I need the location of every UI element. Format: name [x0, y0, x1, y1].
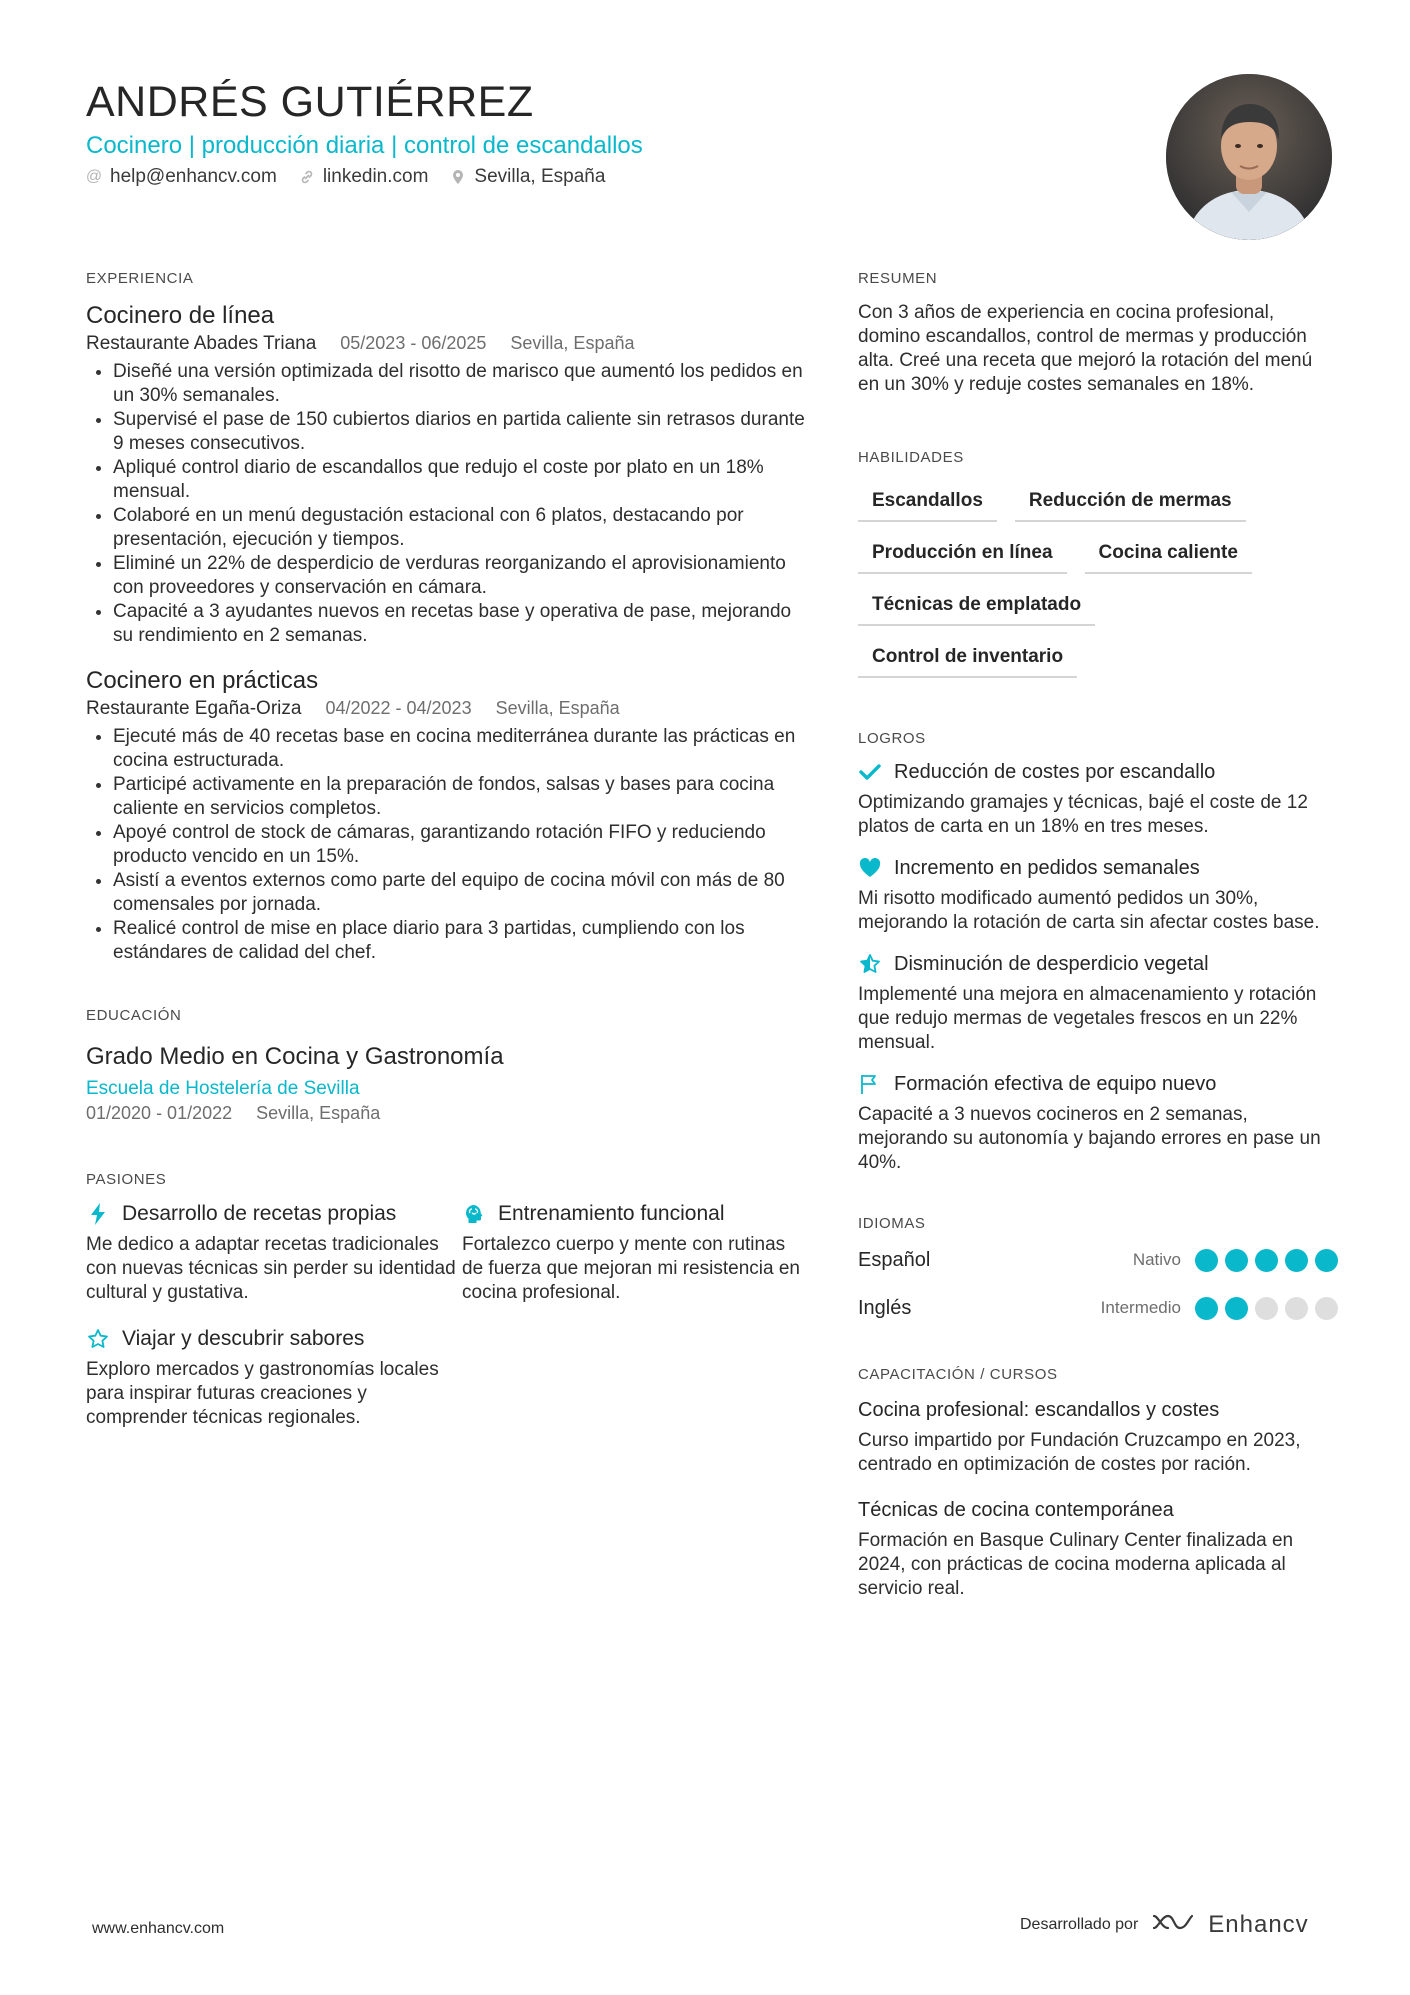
- passion-desc: Me dedico a adaptar recetas tradicionales con nuevas técnicas sin perder su identidad cultural y gustativa.: [86, 1234, 456, 1303]
- profile-photo: [1166, 74, 1332, 240]
- achievement-head: [858, 759, 1338, 785]
- skill-tag: Técnicas de emplatado: [858, 586, 1095, 626]
- passion-desc: Fortalezco cuerpo y mente con rutinas de fuerza que mejoran mi resistencia en cocina profesional.: [462, 1234, 800, 1303]
- rating-dot-empty: [1255, 1297, 1278, 1320]
- passion-title: Desarrollo de recetas propias: [122, 1202, 397, 1225]
- job-bullet: Apliqué control diario de escandallos que redujo el coste por plato en un 18% mensual.: [86, 456, 806, 504]
- footer-brand-name: Enhancv: [1208, 1910, 1309, 1938]
- education-meta: [86, 1101, 806, 1125]
- job-bullet: Capacité a 3 ayudantes nuevos en recetas base y operativa de pase, mejorando su rendimiento en 2 semanas.: [86, 600, 806, 648]
- language-name: Español: [858, 1248, 931, 1271]
- flag-icon: [858, 1072, 882, 1096]
- half-star-icon: [858, 952, 882, 976]
- language-level: Intermedio: [1100, 1298, 1181, 1317]
- heart-icon: [858, 856, 882, 880]
- course-desc: Curso impartido por Fundación Cruzcampo en 2023, centrado en optimización de costes por ración.: [858, 1430, 1301, 1475]
- education-dates: 01/2020 - 01/2022: [86, 1103, 233, 1123]
- job-bullet: Realicé control de mise en place diario para 3 partidas, cumpliendo con los estándares de calidad del chef.: [86, 917, 806, 965]
- job-dates: 05/2023 - 06/2025: [340, 333, 487, 353]
- job-company: Restaurante Egaña-Oriza: [86, 698, 302, 719]
- skill-tag: Reducción de mermas: [1015, 482, 1246, 522]
- rating-dot-empty: [1315, 1297, 1338, 1320]
- achievement-desc: Implementé una mejora en almacenamiento y rotación que redujo mermas de vegetales frescos en un 22% mensual.: [858, 984, 1317, 1053]
- job-bullet: Ejecuté más de 40 recetas base en cocina mediterránea durante las prácticas en cocina estructurada.: [86, 725, 806, 773]
- skill-tag: Producción en línea: [858, 534, 1067, 574]
- passions-grid: [86, 1200, 806, 1450]
- passion-item: [86, 1200, 462, 1305]
- courses-section-title: CAPACITACIÓN / CURSOS: [858, 1366, 1058, 1383]
- achievement-item: [858, 1071, 1338, 1175]
- achievement-item: [858, 855, 1338, 935]
- job-bullet: Supervisé el pase de 150 cubiertos diarios en partida caliente sin retrasos durante 9 meses consecutivos.: [86, 408, 806, 456]
- languages-section-title: IDIOMAS: [858, 1215, 926, 1232]
- rating-dot-filled: [1195, 1249, 1218, 1272]
- achievement-desc: Mi risotto modificado aumentó pedidos un 30%, mejorando la rotación de carta sin afectar costes base.: [858, 888, 1320, 933]
- skills-list: [858, 482, 1338, 690]
- language-item: [858, 1236, 1338, 1284]
- experience-section-title: EXPERIENCIA: [86, 270, 194, 287]
- language-rating: [1195, 1249, 1338, 1272]
- education-degree: Grado Medio en Cocina y Gastronomía: [86, 1043, 504, 1070]
- language-item: [858, 1284, 1338, 1332]
- candidate-headline: Cocinero | producción diaria | control de escandallos: [86, 132, 643, 159]
- passion-head: [86, 1325, 462, 1353]
- job-bullets: [86, 360, 806, 648]
- job-entry: [86, 301, 806, 648]
- rating-dot-filled: [1315, 1249, 1338, 1272]
- passion-title: Entrenamiento funcional: [498, 1202, 725, 1225]
- job-entry: [86, 666, 806, 965]
- job-bullet: Participé activamente en la preparación de fondos, salsas y bases para cocina caliente en servicios completos.: [86, 773, 806, 821]
- passion-item: [462, 1200, 802, 1305]
- left-column: [86, 270, 806, 1450]
- achievement-item: [858, 951, 1338, 1055]
- contact-location: [450, 166, 605, 188]
- footer-powered-by: Desarrollado por: [1020, 1915, 1139, 1933]
- passion-item: [86, 1325, 462, 1430]
- at-icon: @: [85, 168, 103, 185]
- contact-email-text: help@enhancv.com: [110, 166, 277, 187]
- contact-list: [86, 166, 605, 188]
- skill-tag: Escandallos: [858, 482, 997, 522]
- rating-dot-empty: [1285, 1297, 1308, 1320]
- skills-section-title: HABILIDADES: [858, 449, 964, 466]
- summary-section-title: RESUMEN: [858, 270, 938, 287]
- job-dates: 04/2022 - 04/2023: [325, 698, 472, 718]
- job-location: Sevilla, España: [495, 698, 620, 718]
- contact-linkedin-text: linkedin.com: [322, 166, 429, 187]
- passion-desc: Exploro mercados y gastronomías locales para inspirar futuras creaciones y comprender técnicas regionales.: [86, 1359, 439, 1428]
- footer-branding: [1020, 1910, 1309, 1939]
- brain-icon: [462, 1202, 486, 1226]
- passion-title: Viajar y descubrir sabores: [122, 1327, 365, 1350]
- language-name: Inglés: [858, 1296, 912, 1319]
- skill-tag: Cocina caliente: [1085, 534, 1252, 574]
- job-bullet: Apoyé control de stock de cámaras, garantizando rotación FIFO y reduciendo producto vencido en un 15%.: [86, 821, 806, 869]
- achievement-title: Reducción de costes por escandallo: [894, 761, 1216, 783]
- education-section-title: EDUCACIÓN: [86, 1007, 182, 1024]
- achievement-title: Disminución de desperdicio vegetal: [894, 953, 1209, 975]
- achievement-head: [858, 1071, 1338, 1097]
- passion-head: [86, 1200, 462, 1228]
- course-desc: Formación en Basque Culinary Center finalizada en 2024, con prácticas de cocina moderna aplicada al servicio real.: [858, 1530, 1294, 1599]
- job-meta: [86, 331, 806, 356]
- contact-email[interactable]: [86, 166, 277, 188]
- achievement-desc: Optimizando gramajes y técnicas, bajé el coste de 12 platos de carta en un 18% en tres meses.: [858, 792, 1308, 837]
- job-company: Restaurante Abades Triana: [86, 333, 317, 354]
- bolt-icon: [86, 1202, 110, 1226]
- language-rating: [1195, 1297, 1338, 1320]
- achievement-desc: Capacité a 3 nuevos cocineros en 2 semanas, mejorando su autonomía y bajando errores en pase un 40%.: [858, 1104, 1321, 1173]
- job-bullet: Colaboré en un menú degustación estacional con 6 platos, destacando por presentación, ejecución y tiempos.: [86, 504, 806, 552]
- course-title: Técnicas de cocina contemporánea: [858, 1499, 1174, 1521]
- passion-head: [462, 1200, 802, 1228]
- achievements-section-title: LOGROS: [858, 730, 926, 747]
- job-bullets: [86, 725, 806, 965]
- job-meta: [86, 696, 806, 721]
- education-school: Escuela de Hostelería de Sevilla: [86, 1078, 360, 1099]
- footer-website[interactable]: www.enhancv.com: [92, 1920, 225, 1937]
- passions-section-title: PASIONES: [86, 1171, 167, 1188]
- contact-location-text: Sevilla, España: [474, 166, 606, 187]
- achievement-title: Incremento en pedidos semanales: [894, 857, 1200, 879]
- job-title: Cocinero de línea: [86, 302, 275, 329]
- check-icon: [858, 760, 882, 784]
- job-title: Cocinero en prácticas: [86, 667, 319, 694]
- skill-tag: Control de inventario: [858, 638, 1077, 678]
- course-item: [858, 1397, 1338, 1477]
- achievement-head: [858, 855, 1338, 881]
- job-bullet: Asistí a eventos externos como parte del equipo de cocina móvil con más de 80 comensales por jornada.: [86, 869, 806, 917]
- achievement-head: [858, 951, 1338, 977]
- contact-linkedin[interactable]: [299, 166, 429, 188]
- achievement-title: Formación efectiva de equipo nuevo: [894, 1073, 1217, 1095]
- right-column: [858, 270, 1338, 1601]
- language-level: Nativo: [1132, 1250, 1181, 1269]
- rating-dot-filled: [1195, 1297, 1218, 1320]
- summary-text: Con 3 años de experiencia en cocina profesional, domino escandallos, control de mermas y producción alta. Creé una receta que mejoró la rotación del menú en un 30% y reduje costes semanales en 18%.: [858, 302, 1313, 395]
- rating-dot-filled: [1225, 1249, 1248, 1272]
- education-location: Sevilla, España: [256, 1103, 381, 1123]
- rating-dot-filled: [1255, 1249, 1278, 1272]
- location-pin-icon: [450, 169, 466, 185]
- achievement-item: [858, 759, 1338, 839]
- link-icon: [299, 169, 315, 185]
- course-item: [858, 1497, 1338, 1601]
- job-bullet: Eliminé un 22% de desperdicio de verduras reorganizando el aprovisionamiento con proveedores y conservación en cámara.: [86, 552, 806, 600]
- star-icon: [86, 1327, 110, 1351]
- rating-dot-filled: [1225, 1297, 1248, 1320]
- enhancv-logo-icon: [1150, 1910, 1196, 1939]
- candidate-name: ANDRÉS GUTIÉRREZ: [86, 78, 534, 126]
- rating-dot-filled: [1285, 1249, 1308, 1272]
- job-location: Sevilla, España: [510, 333, 635, 353]
- job-bullet: Diseñé una versión optimizada del risotto de marisco que aumentó los pedidos en un 30% semanales.: [86, 360, 806, 408]
- course-title: Cocina profesional: escandallos y costes: [858, 1399, 1220, 1421]
